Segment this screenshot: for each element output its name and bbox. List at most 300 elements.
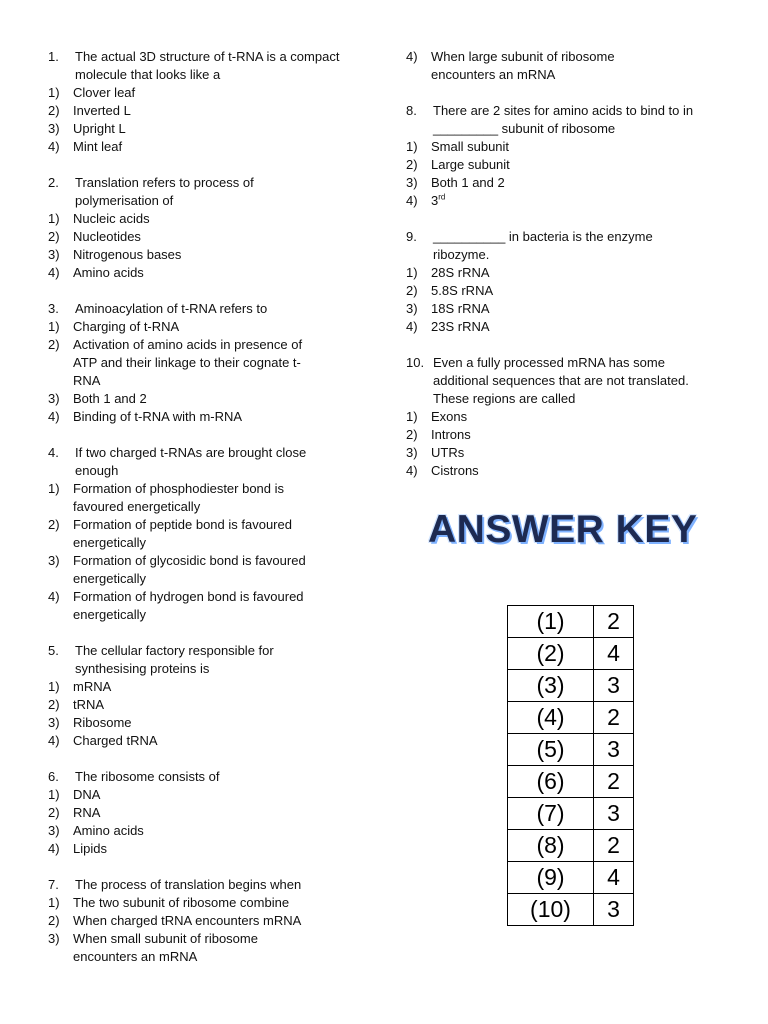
option-text-line xyxy=(431,282,724,300)
option-text-span: Activation of amino acids in presence of xyxy=(73,337,303,352)
option-number: 1) xyxy=(406,409,418,424)
option-text-line xyxy=(73,534,368,552)
question-text-line: Even a fully processed mRNA has some xyxy=(433,355,665,370)
option-text-span: Upright L xyxy=(73,121,126,136)
question-stem xyxy=(406,354,724,408)
option-item xyxy=(48,696,368,714)
question-3 xyxy=(48,300,368,426)
answer-row xyxy=(508,670,634,702)
option-item xyxy=(48,912,368,930)
option-number: 4) xyxy=(406,49,418,64)
option-item xyxy=(48,264,368,282)
option-text-span: tRNA xyxy=(73,697,105,712)
answer-row xyxy=(508,830,634,862)
option-text-line xyxy=(431,426,724,444)
option-text xyxy=(73,210,368,228)
option-text-span: 28S rRNA xyxy=(431,265,490,280)
option-number: 1) xyxy=(406,139,418,154)
left-column xyxy=(48,48,368,966)
option-number: 1) xyxy=(48,211,60,226)
option-text xyxy=(73,786,368,804)
options-list xyxy=(48,786,368,858)
option-text xyxy=(73,840,368,858)
option-text xyxy=(73,822,368,840)
option-text-span: Ribosome xyxy=(73,715,132,730)
option-text xyxy=(431,156,724,174)
option-text-line xyxy=(73,804,368,822)
answer-question-cell: (3) xyxy=(508,670,594,702)
option-text-span: Formation of peptide bond is favoured xyxy=(73,517,292,532)
question-number: 4. xyxy=(48,445,59,460)
option-number: 3) xyxy=(48,715,60,730)
option-item xyxy=(48,714,368,732)
answer-question-cell: (9) xyxy=(508,862,594,894)
question-stem xyxy=(48,174,368,210)
option-item xyxy=(48,822,368,840)
answer-question-cell: (7) xyxy=(508,798,594,830)
option-number: 3) xyxy=(406,445,418,460)
option-text-line xyxy=(73,588,368,606)
option-number: 2) xyxy=(406,283,418,298)
option-item xyxy=(48,102,368,120)
question-stem xyxy=(48,300,368,318)
option-number: 3) xyxy=(406,175,418,190)
question-text-line: enough xyxy=(75,463,119,478)
option-text xyxy=(73,552,368,588)
option-text-span: Small subunit xyxy=(431,139,510,154)
option-text-line xyxy=(431,444,724,462)
question-6 xyxy=(48,768,368,858)
option-item xyxy=(48,246,368,264)
option-text-line xyxy=(73,210,368,228)
option-text-span: energetically xyxy=(73,535,146,550)
option-number: 2) xyxy=(48,805,60,820)
option-text xyxy=(431,462,724,480)
question-text xyxy=(75,768,368,786)
question-number: 8. xyxy=(406,103,417,118)
option-item xyxy=(406,318,724,336)
option-number: 4) xyxy=(406,193,418,208)
option-text-line xyxy=(431,318,724,336)
option-text-span: 18S rRNA xyxy=(431,301,490,316)
option-number: 3) xyxy=(48,247,60,262)
option-item xyxy=(48,390,368,408)
option-item xyxy=(48,210,368,228)
option-number: 1) xyxy=(406,265,418,280)
option-text-span: DNA xyxy=(73,787,101,802)
option-item xyxy=(48,516,368,552)
option-text xyxy=(431,444,724,462)
answer-value-cell: 2 xyxy=(594,702,634,734)
question-text-line: Translation refers to process of xyxy=(75,175,254,190)
options-list xyxy=(406,264,724,336)
option-text-line xyxy=(73,606,368,624)
answer-value-cell: 3 xyxy=(594,798,634,830)
option-text xyxy=(73,930,368,966)
option-item xyxy=(48,84,368,102)
option-text-span: Amino acids xyxy=(73,823,144,838)
option-text-line xyxy=(431,174,724,192)
option-text xyxy=(431,282,724,300)
answer-question-cell: (5) xyxy=(508,734,594,766)
option-text-line xyxy=(73,480,368,498)
answer-row xyxy=(508,862,634,894)
option-text-span: 3 xyxy=(431,193,439,208)
option-text-line xyxy=(431,48,724,66)
option-item xyxy=(406,282,724,300)
question-text-line: synthesising proteins is xyxy=(75,661,210,676)
option-text-span: energetically xyxy=(73,607,146,622)
answer-question-cell: (10) xyxy=(508,894,594,926)
option-item xyxy=(406,300,724,318)
question-text xyxy=(75,444,368,480)
question-text-line: If two charged t-RNAs are brought close xyxy=(75,445,307,460)
option-text-line xyxy=(73,516,368,534)
option-text-span: 23S rRNA xyxy=(431,319,490,334)
question-number: 5. xyxy=(48,643,59,658)
question-number: 6. xyxy=(48,769,59,784)
question-text-line: additional sequences that are not translated. xyxy=(433,373,689,388)
option-number: 4) xyxy=(48,265,60,280)
answer-question-cell: (4) xyxy=(508,702,594,734)
option-text-line xyxy=(73,894,368,912)
question-text-line: polymerisation of xyxy=(75,193,174,208)
option-text xyxy=(431,192,724,210)
question-7 xyxy=(48,876,368,966)
question-stem xyxy=(406,102,724,138)
options-list xyxy=(406,408,724,480)
question-text xyxy=(75,48,368,84)
option-text-line xyxy=(73,912,368,930)
answer-question-cell: (8) xyxy=(508,830,594,862)
question-1 xyxy=(48,48,368,156)
option-text xyxy=(431,174,724,192)
option-text-span: favoured energetically xyxy=(73,499,201,514)
question-stem xyxy=(48,768,368,786)
options-list xyxy=(48,84,368,156)
question-stem xyxy=(48,444,368,480)
option-text xyxy=(73,516,368,552)
answer-row xyxy=(508,894,634,926)
option-item xyxy=(48,786,368,804)
option-number: 4) xyxy=(406,463,418,478)
option-number: 2) xyxy=(48,337,60,352)
option-item xyxy=(406,174,724,192)
option-number: 1) xyxy=(48,481,60,496)
option-item xyxy=(406,138,724,156)
option-text xyxy=(73,588,368,624)
question-number: 2. xyxy=(48,175,59,190)
option-text-span: encounters an mRNA xyxy=(431,67,556,82)
option-text-span: Large subunit xyxy=(431,157,510,172)
option-number: 2) xyxy=(406,157,418,172)
option-text xyxy=(73,732,368,750)
question-text xyxy=(75,174,368,210)
answer-value-cell: 2 xyxy=(594,830,634,862)
option-item xyxy=(48,588,368,624)
option-text xyxy=(73,318,368,336)
option-number: 3) xyxy=(406,301,418,316)
option-text-span: Nitrogenous bases xyxy=(73,247,182,262)
options-list xyxy=(48,318,368,426)
option-text-span: Nucleotides xyxy=(73,229,141,244)
option-text-span: Formation of hydrogen bond is favoured xyxy=(73,589,304,604)
option-text-line xyxy=(73,732,368,750)
option-item xyxy=(48,408,368,426)
option-number: 4) xyxy=(406,319,418,334)
option-item xyxy=(48,336,368,390)
option-text-line xyxy=(73,678,368,696)
option-item xyxy=(48,552,368,588)
option-text-span: 5.8S rRNA xyxy=(431,283,494,298)
option-text xyxy=(73,138,368,156)
options-list xyxy=(48,678,368,750)
option-number: 3) xyxy=(48,121,60,136)
option-text-line xyxy=(431,408,724,426)
option-text xyxy=(73,678,368,696)
option-text xyxy=(73,480,368,516)
question-stem xyxy=(48,876,368,894)
option-number: 1) xyxy=(48,319,60,334)
option-text xyxy=(73,84,368,102)
option-number: 2) xyxy=(48,517,60,532)
option-text-line xyxy=(431,300,724,318)
question-text xyxy=(433,354,724,408)
question-number: 1. xyxy=(48,49,59,64)
option-text-line xyxy=(431,66,724,84)
option-item xyxy=(48,318,368,336)
question-text-line: The cellular factory responsible for xyxy=(75,643,274,658)
option-text-span: Both 1 and 2 xyxy=(431,175,505,190)
option-text-line xyxy=(73,822,368,840)
option-text xyxy=(73,408,368,426)
options-list xyxy=(48,210,368,282)
option-text-line xyxy=(431,192,724,210)
question-number: 3. xyxy=(48,301,59,316)
question-text xyxy=(75,642,368,678)
option-text xyxy=(431,138,724,156)
option-text-span: RNA xyxy=(73,805,101,820)
answer-row xyxy=(508,734,634,766)
option-text-line xyxy=(73,354,368,372)
option-item xyxy=(48,804,368,822)
option-item xyxy=(48,678,368,696)
option-text xyxy=(73,912,368,930)
question-text xyxy=(75,876,368,894)
question-8 xyxy=(406,102,724,210)
option-number: 4) xyxy=(48,589,60,604)
question-text xyxy=(433,102,724,138)
question-10 xyxy=(406,354,724,480)
option-text-line xyxy=(73,498,368,516)
question-7-continued xyxy=(406,48,724,84)
question-2 xyxy=(48,174,368,282)
option-number: 4) xyxy=(48,841,60,856)
option-text xyxy=(431,300,724,318)
option-text xyxy=(73,390,368,408)
option-number: 1) xyxy=(48,787,60,802)
option-text-line xyxy=(431,462,724,480)
question-stem xyxy=(48,642,368,678)
option-number: 1) xyxy=(48,679,60,694)
option-number: 1) xyxy=(48,85,60,100)
option-text xyxy=(431,264,724,282)
options-list xyxy=(48,894,368,966)
option-item xyxy=(406,192,724,210)
option-text-span: Charging of t-RNA xyxy=(73,319,180,334)
question-text-line: These regions are called xyxy=(433,391,576,406)
option-text-line xyxy=(73,552,368,570)
option-text xyxy=(431,48,724,84)
option-text-span: Binding of t-RNA with m-RNA xyxy=(73,409,243,424)
option-text xyxy=(431,408,724,426)
option-item xyxy=(48,732,368,750)
option-text-span: When charged tRNA encounters mRNA xyxy=(73,913,302,928)
option-text-span: When large subunit of ribosome xyxy=(431,49,615,64)
option-text-line xyxy=(73,318,368,336)
option-text-line xyxy=(73,264,368,282)
answer-question-cell: (2) xyxy=(508,638,594,670)
answer-row xyxy=(508,638,634,670)
option-number: 1) xyxy=(48,895,60,910)
option-text-span: mRNA xyxy=(73,679,112,694)
option-text-span: Mint leaf xyxy=(73,139,123,154)
answer-key-table xyxy=(507,605,634,926)
option-text-line xyxy=(73,570,368,588)
option-text xyxy=(73,120,368,138)
question-text xyxy=(433,228,724,264)
option-item xyxy=(406,156,724,174)
question-text-line: Aminoacylation of t-RNA refers to xyxy=(75,301,268,316)
option-item xyxy=(406,444,724,462)
question-text xyxy=(75,300,368,318)
option-text-span: energetically xyxy=(73,571,146,586)
answer-row xyxy=(508,606,634,638)
option-item xyxy=(48,228,368,246)
option-text-span: Formation of phosphodiester bond is xyxy=(73,481,285,496)
option-text-line xyxy=(431,264,724,282)
option-text-line xyxy=(73,138,368,156)
option-item xyxy=(48,138,368,156)
option-text-span: Clover leaf xyxy=(73,85,136,100)
question-number: 9. xyxy=(406,229,417,244)
option-number: 3) xyxy=(48,391,60,406)
options-list xyxy=(406,48,724,84)
option-number: 2) xyxy=(48,103,60,118)
answer-value-cell: 2 xyxy=(594,606,634,638)
options-list xyxy=(406,138,724,210)
option-item xyxy=(406,408,724,426)
option-text xyxy=(73,894,368,912)
option-text-line xyxy=(431,156,724,174)
option-text-line xyxy=(73,372,368,390)
option-text xyxy=(73,246,368,264)
option-text-line xyxy=(73,408,368,426)
answer-row xyxy=(508,798,634,830)
answer-question-cell: (6) xyxy=(508,766,594,798)
ordinal-suffix: rd xyxy=(438,192,446,202)
option-text-span: When small subunit of ribosome xyxy=(73,931,258,946)
answer-value-cell: 3 xyxy=(594,894,634,926)
option-text-line xyxy=(73,246,368,264)
answer-question-cell: (1) xyxy=(508,606,594,638)
option-text-span: The two subunit of ribosome combine xyxy=(73,895,290,910)
option-item xyxy=(48,930,368,966)
option-text xyxy=(73,264,368,282)
option-text xyxy=(73,804,368,822)
option-text xyxy=(431,426,724,444)
option-text-line xyxy=(73,930,368,948)
question-4 xyxy=(48,444,368,624)
question-stem xyxy=(406,228,724,264)
option-number: 2) xyxy=(406,427,418,442)
option-text-line xyxy=(73,336,368,354)
option-text-span: Both 1 and 2 xyxy=(73,391,147,406)
answer-value-cell: 3 xyxy=(594,670,634,702)
option-number: 4) xyxy=(48,409,60,424)
option-text-span: UTRs xyxy=(431,445,465,460)
option-text xyxy=(73,696,368,714)
option-number: 2) xyxy=(48,913,60,928)
question-text-line: molecule that looks like a xyxy=(75,67,221,82)
option-item xyxy=(48,894,368,912)
option-number: 4) xyxy=(48,139,60,154)
question-number: 10. xyxy=(406,355,425,370)
option-number: 3) xyxy=(48,553,60,568)
answer-value-cell: 2 xyxy=(594,766,634,798)
question-text-line: __________ in bacteria is the enzyme xyxy=(433,229,653,244)
option-text xyxy=(73,102,368,120)
option-text-span: Nucleic acids xyxy=(73,211,150,226)
option-item xyxy=(406,48,724,84)
option-number: 3) xyxy=(48,823,60,838)
question-text-line: _________ subunit of ribosome xyxy=(433,121,616,136)
option-text-line xyxy=(73,786,368,804)
answer-value-cell: 4 xyxy=(594,862,634,894)
answer-value-cell: 3 xyxy=(594,734,634,766)
option-text-line xyxy=(73,696,368,714)
option-text-span: Introns xyxy=(431,427,471,442)
right-column xyxy=(406,48,724,480)
option-text-line xyxy=(73,84,368,102)
option-item xyxy=(48,480,368,516)
option-text-line xyxy=(73,102,368,120)
option-text xyxy=(73,228,368,246)
question-text-line: The actual 3D structure of t-RNA is a compact xyxy=(75,49,340,64)
option-text-span: ATP and their linkage to their cognate t- xyxy=(73,355,301,370)
option-text xyxy=(73,336,368,390)
option-number: 4) xyxy=(48,733,60,748)
question-number: 7. xyxy=(48,877,59,892)
option-text-line xyxy=(73,840,368,858)
option-text-line xyxy=(73,948,368,966)
option-text-span: Amino acids xyxy=(73,265,144,280)
option-text-span: Inverted L xyxy=(73,103,131,118)
question-5 xyxy=(48,642,368,750)
option-text xyxy=(431,318,724,336)
option-number: 2) xyxy=(48,229,60,244)
option-item xyxy=(406,264,724,282)
option-text-line xyxy=(73,228,368,246)
question-text-line: ribozyme. xyxy=(433,247,490,262)
option-text-span: Charged tRNA xyxy=(73,733,158,748)
option-text-line xyxy=(73,390,368,408)
answer-row xyxy=(508,702,634,734)
option-item xyxy=(48,120,368,138)
option-number: 3) xyxy=(48,931,60,946)
answer-row xyxy=(508,766,634,798)
option-number: 2) xyxy=(48,697,60,712)
